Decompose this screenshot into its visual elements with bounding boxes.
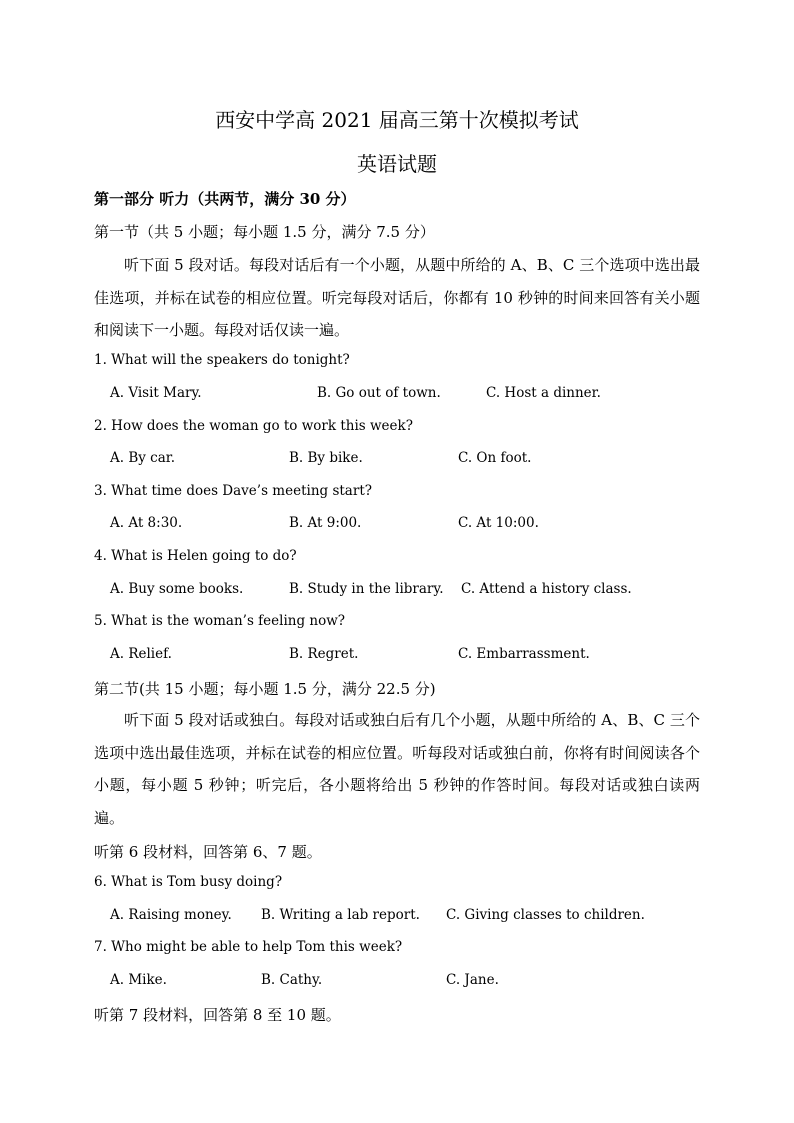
question-3-option-b: B. At 9:00. bbox=[289, 515, 362, 531]
section1-heading: 第一节（共 5 小题；每小题 1.5 分，满分 7.5 分） bbox=[94, 223, 435, 241]
question-1-stem: 1. What will the speakers do tonight? bbox=[94, 352, 350, 368]
question-6-option-c: C. Giving classes to children. bbox=[446, 907, 645, 923]
question-7-option-b: B. Cathy. bbox=[261, 972, 323, 988]
section2-instructions: 听下面 5 段对话或独白。每段对话或独白后有几个小题，从题中所给的 A、B、C 三个选项中选出最佳选项，并标在试卷的相应位置。听每段对话或独白前，你将有时间阅读各个小题，每小题 5 秒钟；听完后，各小题将给出 5 秒钟的作答时间。每段对话或独白读两遍。 bbox=[94, 711, 700, 828]
question-6-stem: 6. What is Tom busy doing? bbox=[94, 874, 283, 890]
exam-subject: 英语试题 bbox=[357, 152, 437, 176]
material-7-instruction: 听第 7 段材料，回答第 8 至 10 题。 bbox=[94, 1006, 341, 1024]
question-7-option-c: C. Jane. bbox=[446, 972, 499, 988]
question-4-option-a: A. Buy some books. bbox=[110, 581, 244, 597]
question-5-option-a: A. Relief. bbox=[110, 646, 172, 662]
question-1-option-b: B. Go out of town. bbox=[317, 385, 441, 401]
question-7-option-a: A. Mike. bbox=[110, 972, 167, 988]
question-2-option-b: B. By bike. bbox=[289, 450, 363, 466]
question-7-stem: 7. Who might be able to help Tom this week? bbox=[94, 939, 403, 955]
material-6-instruction: 听第 6 段材料，回答第 6、7 题。 bbox=[94, 843, 322, 861]
question-1-option-c: C. Host a dinner. bbox=[486, 385, 601, 401]
part1-heading: 第一部分 听力（共两节，满分 30 分） bbox=[94, 190, 356, 208]
question-3-option-c: C. At 10:00. bbox=[458, 515, 539, 531]
question-2-stem: 2. How does the woman go to work this week? bbox=[94, 418, 413, 434]
section1-instructions: 听下面 5 段对话。每段对话后有一个小题，从题中所给的 A、B、C 三个选项中选出最佳选项，并标在试卷的相应位置。听完每段对话后，你都有 10 秒钟的时间来回答有关小题和阅读下一小题。每段对话仅读一遍。 bbox=[94, 256, 700, 340]
question-3-stem: 3. What time does Dave’s meeting start? bbox=[94, 483, 372, 499]
question-5-option-c: C. Embarrassment. bbox=[458, 646, 590, 662]
section2-heading: 第二节(共 15 小题；每小题 1.5 分，满分 22.5 分) bbox=[94, 680, 436, 698]
question-5-stem: 5. What is the woman’s feeling now? bbox=[94, 613, 346, 629]
question-4-option-b: B. Study in the library. bbox=[289, 581, 444, 597]
question-4-stem: 4. What is Helen going to do? bbox=[94, 548, 297, 564]
exam-title: 西安中学高 2021 届高三第十次模拟考试 bbox=[215, 108, 579, 132]
question-3-option-a: A. At 8:30. bbox=[110, 515, 183, 531]
question-5-option-b: B. Regret. bbox=[289, 646, 359, 662]
question-6-option-b: B. Writing a lab report. bbox=[261, 907, 420, 923]
question-1-option-a: A. Visit Mary. bbox=[110, 385, 202, 401]
question-4-option-c: C. Attend a history class. bbox=[461, 581, 632, 597]
question-2-option-c: C. On foot. bbox=[458, 450, 532, 466]
question-2-option-a: A. By car. bbox=[110, 450, 176, 466]
question-6-option-a: A. Raising money. bbox=[110, 907, 232, 923]
